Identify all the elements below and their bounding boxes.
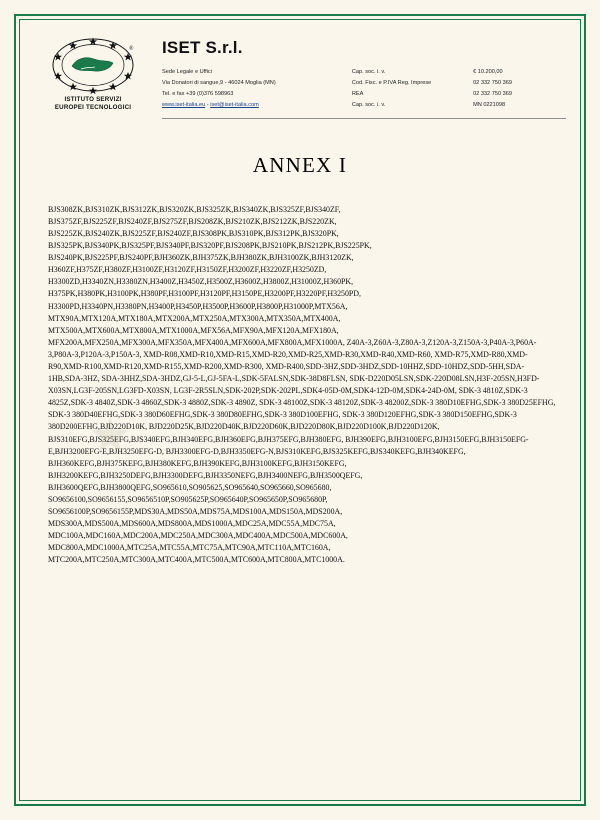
info-capital-label: Cap. soc. i. v. xyxy=(351,68,386,75)
letterhead-header xyxy=(30,28,570,119)
company-logo-block xyxy=(34,34,152,112)
info-web-email xyxy=(162,100,352,111)
info-vat-label: Cod. Fisc. e P.IVA Reg. Imprese xyxy=(351,79,432,86)
website-link[interactable]: www.iset-italia.eu xyxy=(162,102,206,109)
annex-product-code-list xyxy=(30,204,570,567)
svg-text:®: ® xyxy=(129,46,134,52)
page-content xyxy=(30,28,570,792)
table-row xyxy=(162,66,566,77)
logo-caption xyxy=(34,96,152,112)
product-code-paragraph: BJS308ZK,BJS310ZK,BJS312ZK,BJS320ZK,BJS325ZK,BJS340ZK,BJS325ZF,BJS340ZF, BJS375ZF,BJS225ZF,BJS240ZF,BJS275ZF,BJS208ZK,BJS210ZK,BJS212ZK,BJS220ZK, BJS225ZK,BJS240ZK,BJS225ZF,BJS240ZF,BJS308PK,BJS310PK,BJS312PK,BJS320PK, BJS325PK,BJS340PK,BJS325PF,BJS340PF,BJS320PF,BJS208PK,BJS210PK,BJS212PK,BJS225PK, BJS240PK,BJS225PF,BJS240PF,BJH360ZK,BJH375ZK,BJH380ZK,BJH3100ZK,BJH3120ZK, H360ZF,H375ZF,H380ZF,H3100ZF,H3120ZF,H3150ZF,H3200ZF,H3220ZF,H3250ZD, H3300ZD,H3340ZN,H3380ZN,H3400Z,H3450Z,H3500Z,H3600Z,H3800Z,H31000Z,H360PK, H375PK,H380PK,H3100PK,H380PF,H3100PF,H3120PF,H3150PE,H3200PF,H3220PF,H3250PD, H3300PD,H3340PN,H3380PN,H3400P,H3450P,H3500P,H3600P,H3800P,H31000P,MTX56A, MTX90A,MTX120A,MTX180A,MTX200A,MTX250A,MTX300A,MTX350A,MTX400A, MTX500A,MTX600A,MTX800A,MTX1000A,MFX56A,MFX90A,MFX120A,MFX180A, MFX200A,MFX250A,MFX300A,MFX350A,MFX400A,MFX600A,MFX800A,MFX1000A, Z40A-3,Z60A-3,Z80A-3,Z120A-3,Z150A-3,P40A-3,P60A-3,P80A-3,P120A-3,P150A-3, XMD-R08,XMD-R10,XMD-R15,XMD-R20,XMD-R25,XMD-R30,XMD-R40,XMD-R60, XMD-R75,XMD-R80,XMD-R90,XMD-R100,XMD-R120,XMD-R155,XMD-R200,XMD-R300, XMD-R400,SDD-3HZ,SDD-3HDZ,SDD-10HHZ,SDD-10HDZ,SDD-5HH,SDA-1HB,SDA-3HZ, SDA-3HHZ,SDA-3HDZ,GJ-5-L,GJ-5FA-L,SDK-5FALSN,SDK-38D8FLSN, SDK-D220D05LSN,SDK-220D08LSN,H3F-205SN,H3FD-X03SN,LG3F-205SN,LG3FD-X03SN, LG3F-2R5SLN,SDK-202P,SDK-202PL,SDK4-05D-0M,SDK4-12D-0M,SDK4-24D-0M, SDK-3 4810Z,SDK-3 4825Z,SDK-3 4840Z,SDK-3 4860Z,SDK-3 4880Z,SDK-3 4890Z, SDK-3 48100Z,SDK-3 48120Z,SDK-3 48200Z,SDK-3 380D10EFHG,SDK-3 380D25EFHG, SDK-3 380D40EFHG,SDK-3 380D60EFHG,SDK-3 380D80EFHG,SDK-3 380D100EFHG, SDK-3 380D120EFHG,SDK-3 380D150EFHG,SDK-3 380D200EFHG,BJD220D10K, BJD220D25K,BJD220D40K,BJD220D60K,BJD220D80K,BJD220D100K,BJD220D120K, BJS310EFG,BJS325EFG,BJS340EFG,BJH340EFG,BJH360EFG,BJH375EFG,BJH380EFG, BJH390EFG,BJH3100EFG,BJH3150EFG,BJH3150EFG-E,BJH3200EFG-E,BJH3250EFG-D, BJH3300EFG-D,BJH3350EFG-N,BJS310KEFG,BJS325KEFG,BJS340KEFG,BJH340KEFG, BJH360KEFG,BJH375KEFG,BJH380KEFG,BJH390KEFG,BJH3100KEFG,BJH3150KEFG, BJH3200KEFG,BJH3250DEFG,BJH3300DEFG,BJH3350NEFG,BJH3400NEFG,BJH3500QEFG, BJH3600QEFG,BJH3800QEFG,SO965610,SO905625,SO965640,SO965660,SO965680, SO9656100,SO9656155,SO9656510P,SO905625P,SO965640P,SO965650P,SO965680P, SO9656100P,SO9656155P,MDS30A,MDS50A,MDS75A,MDS100A,MDS150A,MDS200A, MDS300A,MDS500A,MDS600A,MDS800A,MDS1000A,MDC25A,MDC55A,MDC75A, MDC100A,MDC160A,MDC200A,MDC250A,MDC300A,MDC400A,MDC500A,MDC600A, MDC800A,MDC1000A,MTC25A,MTC55A,MTC75A,MTC90A,MTC110A,MTC160A, MTC200A,MTC250A,MTC300A,MTC400A,MTC500A,MTC600A,MTC800A,MTC1000A. xyxy=(48,204,556,565)
info-capital-label-2: Cap. soc. i. v. xyxy=(351,102,386,109)
logo-caption-line1: ISTITUTO SERVIZI xyxy=(64,96,122,103)
page-title: ANNEX I xyxy=(252,152,348,177)
info-vat-value: 02 332 750 369 xyxy=(473,79,512,86)
info-rea-label: REA xyxy=(351,90,364,97)
table-row xyxy=(162,100,566,111)
info-legal-address-label: Sede Legale e Uffici xyxy=(162,68,212,75)
info-street-address: Via Donatori di sangue,9 - 46024 Moglia (MN) xyxy=(162,79,276,86)
info-capital-value: € 10.200,00 xyxy=(473,68,503,75)
company-info-block xyxy=(152,34,566,119)
company-info-table xyxy=(162,66,566,111)
header-divider xyxy=(162,118,566,119)
logo-caption-line2: EUROPEI TECNOLOGICI xyxy=(54,104,132,111)
info-rea-value: 02 332 750 369 xyxy=(473,90,512,97)
info-phone-fax: Tel. e fax +39 (0)376 598963 xyxy=(162,90,234,97)
table-row xyxy=(162,88,566,99)
info-registry-number: MN 0221098 xyxy=(473,102,506,109)
globe-stars-logo-icon xyxy=(50,36,136,94)
table-row xyxy=(162,77,566,88)
email-link[interactable]: iset@iset-italia.com xyxy=(210,102,259,109)
link-separator: - xyxy=(205,102,211,109)
company-name: ISET S.r.l. xyxy=(162,38,243,57)
